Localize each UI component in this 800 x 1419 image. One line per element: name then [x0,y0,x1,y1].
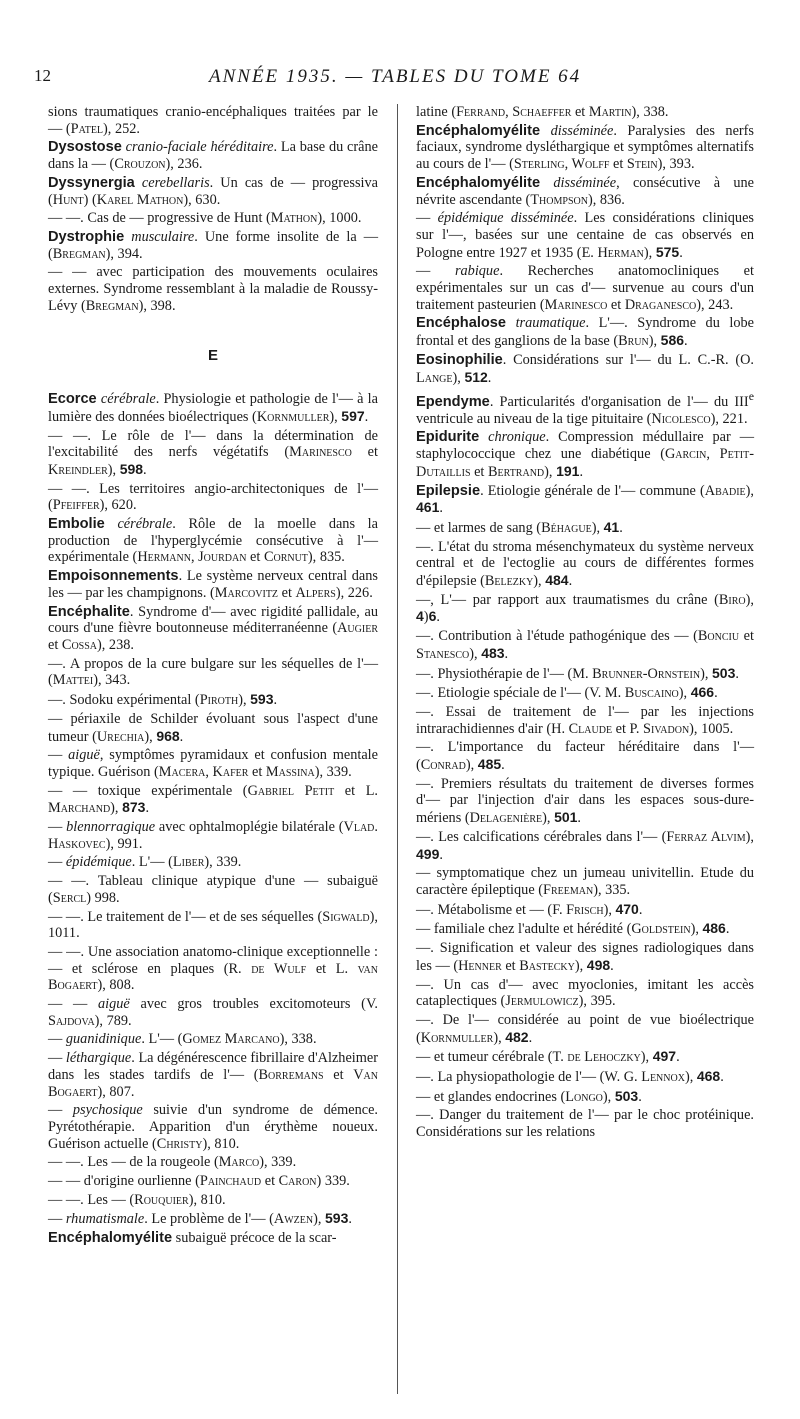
index-entry: — épidémique disséminée. Les considérations cliniques sur l'—, basées sur une centaine de cas observés en Pologne entre 1927 et 1935 (E. Herman), 575. [416,210,754,261]
index-entry: Eosinophilie. Considérations sur l'— du L. C.-R. (O. Lange), 512. [416,351,754,386]
index-entry: —. Premiers résultats du traitement de diverses formes d'— par l'injection d'air dans les espaces sous-dure-mériens (Delagenière), 501. [416,775,754,827]
left-column [48,104,378,1249]
index-entry: —. L'état du stroma mésenchymateux du système nerveux central et de l'ectoglie au cours de différentes formes d'épilepsie (Belezky), 484. [416,538,754,590]
index-entry: Epidurite chronique. Compression médullaire par — staphylococcique chez une diabétique (Garcin, Petit-Dutaillis et Bertrand), 191. [416,429,754,480]
index-entry: — léthargique. La dégénérescence fibrillaire d'Alzheimer dans les stades tardifs de l'— (Borremans et Van Bogaert), 807. [48,1050,378,1100]
index-entry: — —. Cas de — progressive de Hunt (Mathon), 1000. [48,210,362,227]
index-entry: —. De l'— considérée au point de vue bioélectrique (Kornmuller), 482. [416,1011,754,1046]
index-entry: Dystrophie musculaire. Une forme insolite de la — (Bregman), 394. [48,228,379,262]
index-entry: —. Contribution à l'étude pathogénique des — (Bonciu et Stanesco), 483. [416,628,754,662]
running-title: ANNÉE 1935. — TABLES DU TOME 64 [209,66,582,87]
index-entry: —, L'— par rapport aux traumatismes du crâne (Biro), 4)6. [416,591,754,626]
index-entry: — épidémique. L'— (Liber), 339. [48,854,242,871]
index-entry: Ecorce cérébrale. Physiologie et pathologie de l'— à la lumière des données bioélectriques (Kornmuller), 597. [48,391,378,425]
index-entry: — symptomatique chez un jumeau univitellin. Etude du caractère épileptique (Freeman), 335. [416,865,754,898]
index-entry: — rabique. Recherches anatomocliniques et expérimentales sur un cas d'— survenue au cours d'un traitement pasteurien (Marinesco et Draganesco), 243. [416,263,754,313]
index-entry: —. La physiopathologie de l'— (W. G. Lennox), 468. [416,1068,724,1086]
right-column [416,104,754,1143]
index-entry: —. Physiothérapie de l'— (M. Brunner-Ornstein), 503. [416,664,739,682]
index-entry: Encéphalomyélite subaiguë précoce de la scar- [48,1230,337,1247]
section-letter: E [207,347,218,365]
index-entry: — blennorragique avec ophtalmoplégie bilatérale (Vlad. Haskovec), 991. [48,819,378,852]
index-entry: Dyssynergia cerebellaris. Un cas de — progressiva (Hunt) (Karel Mathon), 630. [48,174,379,208]
index-entry: Embolie cérébrale. Rôle de la moelle dans la production de l'hyperglycémie consécutive à l'— expérimentale (Hermann, Jourdan et Cornut), 835. [48,516,379,566]
index-entry: —. Essai de traitement de l'— par les injections intrarachidiennes d'air (H. Claude et P. Sivadon), 1005. [416,703,754,737]
index-entry: —. Danger du traitement de l'— par le choc protéinique. Considérations sur les relations [416,1107,754,1141]
index-entry: Encéphalomyélite disséminée, consécutive à une névrite ascendante (Thompson), 836. [416,174,754,208]
index-entry: — aiguë, symptômes pyramidaux et confusion mentale typique. Guérison (Macera, Kafer et Massina), 339. [48,747,378,780]
index-entry: — —. Une association anatomo-clinique exceptionnelle : — et sclérose en plaques (R. de Wulf et L. van Bogaert), 808. [48,943,378,994]
page-number: 12 [34,66,51,85]
index-entry: — psychosique suivie d'un syndrome de démence. Pyrétothérapie. Apparition d'un érythème noueux. Guérison actuelle (Christy), 810. [48,1102,379,1152]
index-entry: — — d'origine ourlienne (Painchaud et Caron) 339. [48,1173,350,1190]
index-entry: Empoisonnements. Le système nerveux central dans les — par les champignons. (Marcovitz et Alpers), 226. [48,568,378,601]
index-entry: — rhumatismale. Le problème de l'— (Awzen), 593. [48,1210,352,1228]
index-entry: —. L'importance du facteur héréditaire dans l'— (Conrad), 485. [416,739,754,774]
index-entry: —. Un cas d'— avec myoclonies, imitant les accès cataplectiques (Jermulowicz), 395. [416,976,754,1010]
index-entry: — — avec participation des mouvements oculaires externes. Syndrome ressemblant à la maladie de Roussy-Lévy (Bregman), 398. [48,264,378,314]
index-entry: —. Etiologie spéciale de l'— (V. M. Buscaino), 466. [416,684,718,702]
index-entry: Ependyme. Particularités d'organisation de l'— du IIIe ventricule au niveau de la tige pituitaire (Nicolesco), 221. [416,389,754,427]
index-entry: latine (Ferrand, Schaeffer et Martin), 338. [416,104,669,120]
index-entry: — —. Les territoires angio-architectoniques de l'— (Pfeiffer), 620. [48,480,378,514]
page-header [34,66,764,92]
index-entry: — et tumeur cérébrale (T. de Lehoczky), 497. [416,1048,680,1066]
index-entry: Epilepsie. Etiologie générale de l'— commune (Abadie), 461. [416,482,754,517]
index-entry: — périaxile de Schilder évoluant sous l'aspect d'une tumeur (Urechia), 968. [48,710,378,745]
index-entry: — —. Le rôle de l'— dans la détermination de l'excitabilité des nerfs végétatifs (Marinesco et Kreindler), 598. [48,427,378,478]
index-entry: — guanidinique. L'— (Gomez Marcano), 338. [48,1031,317,1048]
index-entry: Dysostose cranio-faciale héréditaire. La base du crâne dans la — (Crouzon), 236. [48,139,379,173]
index-entry: —. Sodoku expérimental (Piroth), 593. [48,691,278,709]
index-entry: — —. Les — de la rougeole (Marco), 339. [48,1154,297,1171]
column-divider [397,104,398,1394]
index-entry: Encéphalomyélite disséminée. Paralysies des nerfs faciaux, syndrome dysléthargique et symptômes alternatifs au cours de l'— (Sterling, Wolff et Stein), 393. [416,122,754,173]
index-entry: Encéphalite. Syndrome d'— avec rigidité pallidale, au cours d'une fièvre boutonneuse méditerranéenne (Augier et Cossa), 238. [48,603,378,653]
index-entry: — et glandes endocrines (Longo), 503. [416,1087,642,1105]
index-entry: sions traumatiques cranio-encéphaliques traitées par le — (Patel), 252. [48,104,378,137]
index-entry: —. A propos de la cure bulgare sur les séquelles de l'— (Mattei), 343. [48,655,378,689]
index-entry: —. Métabolisme et — (F. Frisch), 470. [416,900,643,918]
index-entry: Encéphalose traumatique. L'—. Syndrome du lobe frontal et des ganglions de la base (Brun), 586. [416,315,754,350]
index-entry: — et larmes de sang (Béhague), 41. [416,518,623,536]
index-entry: — — toxique expérimentale (Gabriel Petit et L. Marchand), 873. [48,782,379,817]
index-entry: —. Les calcifications cérébrales dans l'— (Ferraz Alvim), 499. [416,828,754,863]
index-entry: — —. Le traitement de l'— et de ses séquelles (Sigwald), 1011. [48,908,378,942]
index-entry: — —. Les — (Rouquier), 810. [48,1191,226,1208]
index-entry: — —. Tableau clinique atypique d'une — subaiguë (Sercl) 998. [48,873,378,906]
index-entry: — familiale chez l'adulte et hérédité (Goldstein), 486. [416,920,730,938]
index-entry: — — aiguë avec gros troubles excitomoteurs (V. Sajdova), 789. [48,996,378,1029]
index-entry: —. Signification et valeur des signes radiologiques dans les — (Henner et Bastecky), 498. [416,940,754,974]
